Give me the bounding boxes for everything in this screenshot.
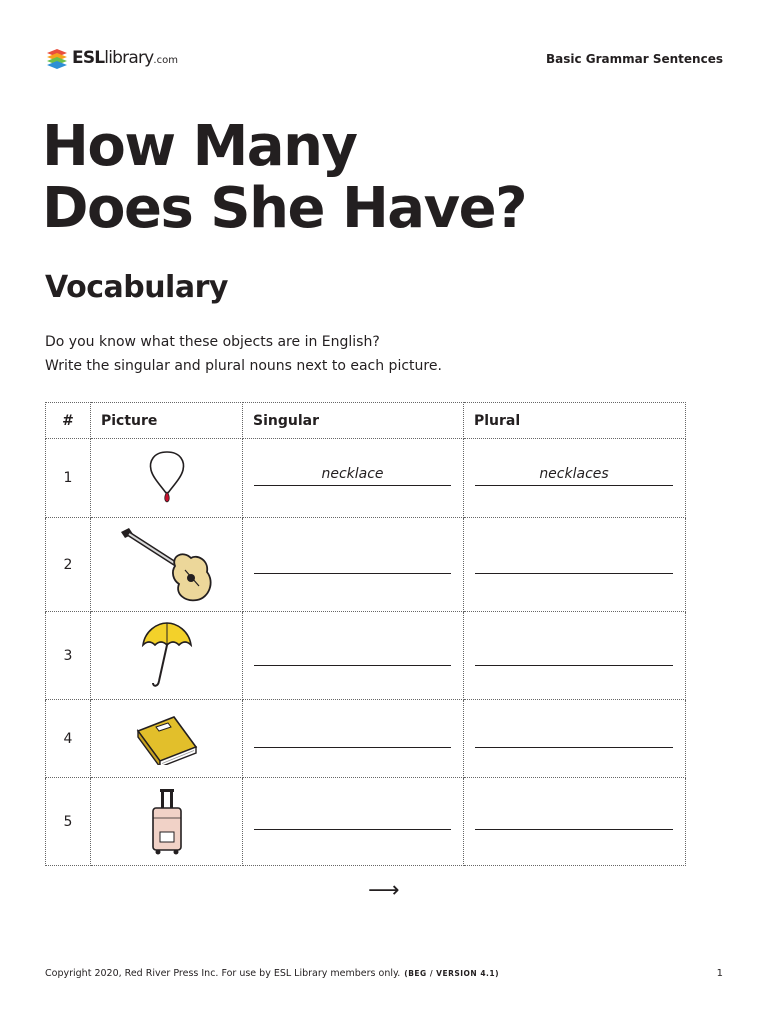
picture-cell <box>91 612 243 700</box>
plural-answer-line[interactable]: necklaces <box>475 465 673 486</box>
header-picture: Picture <box>91 403 243 439</box>
picture-cell <box>91 700 243 778</box>
singular-answer-line[interactable] <box>254 553 451 574</box>
plural-answer-line[interactable] <box>475 727 673 748</box>
plural-answer-line[interactable] <box>475 553 673 574</box>
table-row <box>46 778 686 866</box>
header-singular: Singular <box>243 403 464 439</box>
arrow-right-icon: ⟶ <box>368 878 400 903</box>
plural-answer-cell <box>464 778 686 866</box>
title-line-2: Does She Have? <box>42 176 527 241</box>
picture-cell <box>91 439 243 518</box>
necklace-icon <box>143 448 191 508</box>
plural-answer-cell <box>464 518 686 612</box>
row-number: 5 <box>46 778 91 866</box>
title-line-1: How Many <box>42 114 357 179</box>
table-header-row <box>46 403 686 439</box>
singular-answer-cell <box>243 439 464 518</box>
logo-wordmark: ESLlibrary.com <box>72 48 178 68</box>
row-number: 1 <box>46 439 91 518</box>
singular-answer-cell <box>243 778 464 866</box>
singular-answer-cell <box>243 612 464 700</box>
table-row <box>46 612 686 700</box>
section-heading: Vocabulary <box>45 270 228 305</box>
table-row <box>46 700 686 778</box>
plural-answer-line[interactable] <box>475 645 673 666</box>
copyright-text: Copyright 2020, Red River Press Inc. For use by ESL Library members only. <box>45 968 401 979</box>
plural-answer-line[interactable] <box>475 809 673 830</box>
plural-answer-cell <box>464 612 686 700</box>
copyright-footer <box>45 968 499 979</box>
book-icon <box>134 713 200 765</box>
header-number: # <box>46 403 91 439</box>
row-number: 3 <box>46 612 91 700</box>
singular-answer-line[interactable]: necklace <box>254 465 451 486</box>
umbrella-icon <box>137 621 197 691</box>
row-number: 2 <box>46 518 91 612</box>
singular-answer-line[interactable] <box>254 645 451 666</box>
instruction-line-2: Write the singular and plural nouns next to each picture. <box>45 358 442 374</box>
plural-answer-cell <box>464 700 686 778</box>
suitcase-icon <box>150 788 184 856</box>
picture-cell <box>91 518 243 612</box>
series-label: Basic Grammar Sentences <box>546 52 723 66</box>
instructions <box>45 330 442 378</box>
esl-library-logo <box>45 45 178 71</box>
vocabulary-table <box>45 402 686 866</box>
page-title <box>42 116 526 240</box>
plural-answer-cell <box>464 439 686 518</box>
picture-cell <box>91 778 243 866</box>
book-stack-logo-icon <box>45 46 69 70</box>
version-label: (BEG / VERSION 4.1) <box>404 969 500 978</box>
singular-answer-cell <box>243 700 464 778</box>
table-row <box>46 439 686 518</box>
singular-answer-line[interactable] <box>254 727 451 748</box>
row-number: 4 <box>46 700 91 778</box>
singular-answer-cell <box>243 518 464 612</box>
page-number: 1 <box>716 968 723 979</box>
guitar-icon <box>115 526 219 604</box>
header-plural: Plural <box>464 403 686 439</box>
instruction-line-1: Do you know what these objects are in English? <box>45 334 380 350</box>
singular-answer-line[interactable] <box>254 809 451 830</box>
table-row <box>46 518 686 612</box>
